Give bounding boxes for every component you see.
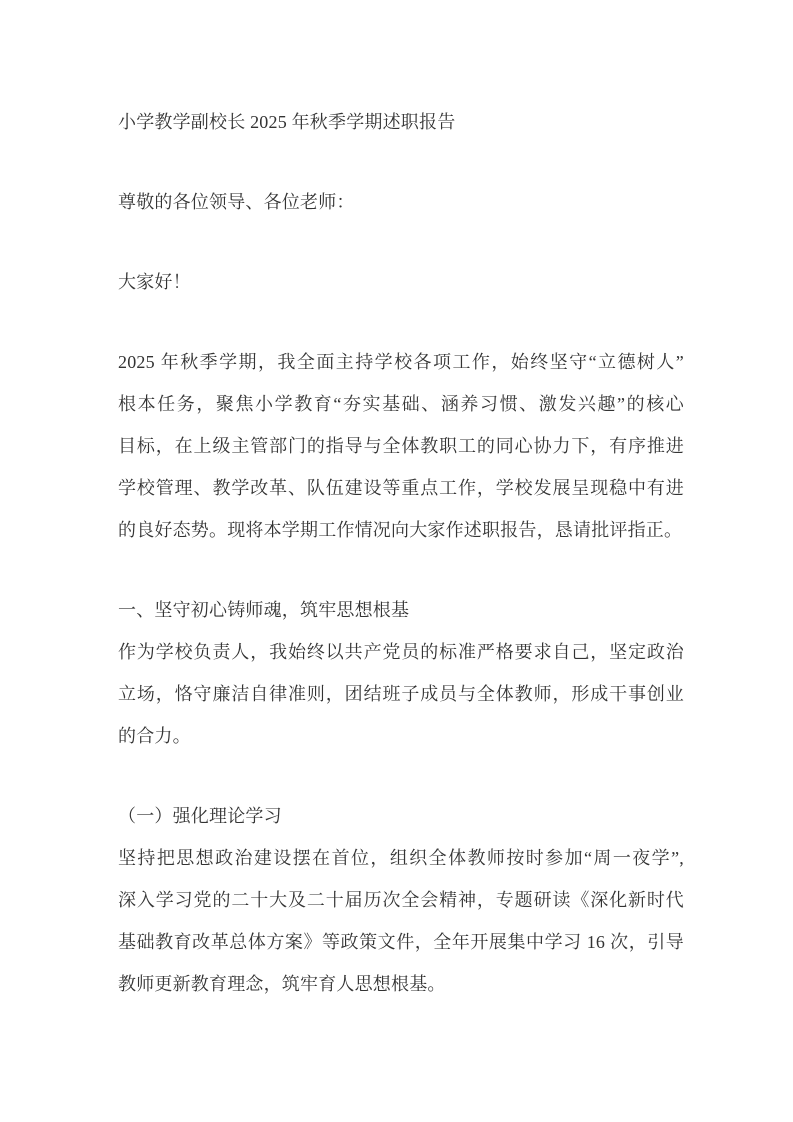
text-line: 小学教学副校长 2025 年秋季学期述职报告: [118, 112, 456, 132]
text-line: （一）强化理论学习: [118, 806, 282, 826]
text-line: 目标，在上级主管部门的指导与全体教职工的同心协力下，有序推进: [118, 436, 684, 456]
greeting: [118, 261, 684, 303]
section-1-paragraph: [118, 631, 684, 757]
text-line: 尊敬的各位领导、各位老师：: [118, 192, 355, 212]
document-body: [118, 101, 684, 1005]
text-line: 学校管理、教学改革、队伍建设等重点工作，学校发展呈现稳中有进: [118, 478, 684, 498]
section-1-heading: [118, 589, 684, 631]
section-1-1-paragraph: [118, 837, 684, 1005]
text-line: 的合力。: [118, 726, 191, 746]
text-line: 一、坚守初心铸师魂，筑牢思想根基: [118, 600, 410, 620]
section-1-1-heading: [118, 795, 684, 837]
text-line: 基础教育改革总体方案》等政策文件，全年开展集中学习 16 次，引导: [118, 932, 684, 952]
intro-paragraph: [118, 341, 684, 551]
text-line: 的良好态势。现将本学期工作情况向大家作述职报告，恳请批评指正。: [118, 520, 683, 540]
text-line: 深入学习党的二十大及二十届历次全会精神，专题研读《深化新时代: [118, 890, 684, 910]
text-line: 坚持把思想政治建设摆在首位，组织全体教师按时参加“周一夜学”,: [118, 848, 684, 868]
doc-title: [118, 101, 684, 143]
text-line: 教师更新教育理念，筑牢育人思想根基。: [118, 974, 446, 994]
text-line: 大家好！: [118, 272, 191, 292]
text-line: 作为学校负责人，我始终以共产党员的标准严格要求自己，坚定政治: [118, 642, 684, 662]
text-line: 2025 年秋季学期，我全面主持学校各项工作，始终坚守“立德树人”: [118, 352, 684, 372]
text-line: 立场，恪守廉洁自律准则，团结班子成员与全体教师，形成干事创业: [118, 684, 684, 704]
text-line: 根本任务，聚焦小学教育“夯实基础、涵养习惯、激发兴趣”的核心: [118, 394, 684, 414]
salutation: [118, 181, 684, 223]
